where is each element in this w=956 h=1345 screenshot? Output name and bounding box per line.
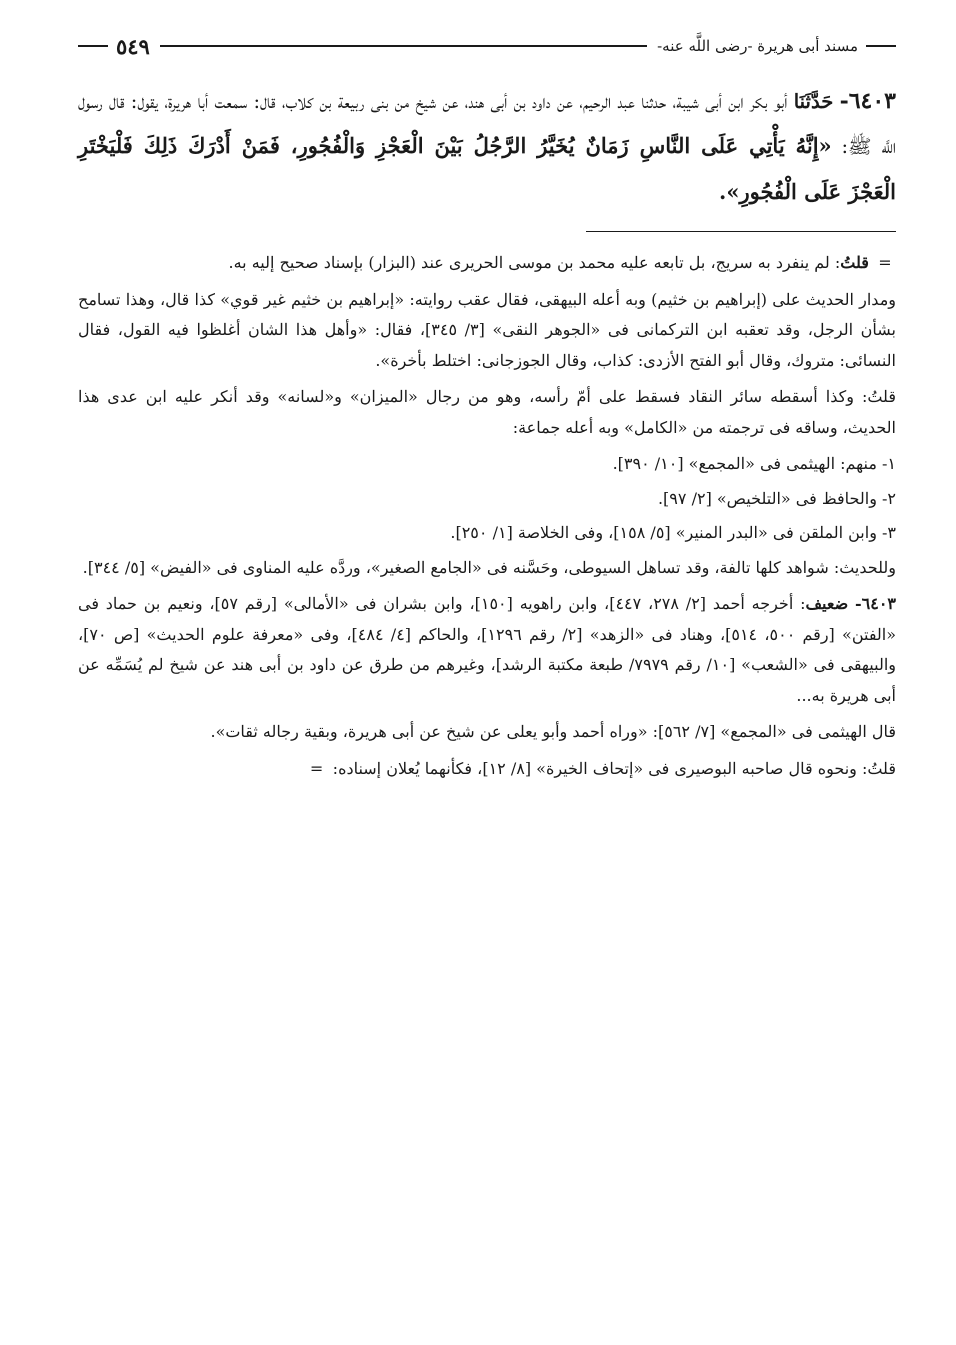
footnote-paragraph-6 xyxy=(78,717,896,748)
footnote-divider xyxy=(586,231,896,232)
footnote-paragraph-3 xyxy=(78,382,896,443)
hadith-lead-word: حَدَّثَنَا xyxy=(793,90,834,113)
footnote-text: ومدار الحديث على (إبراهيم بن خثيم) وبه أعله البيهقى، فقال عقب روايته: «إبراهيم بن خثيم غير قوي» كذا قال، وهذا تسامح بشأن الرجل، وقد تعقبه ابن التركمانى فى «الجوهر النقى» [٣/ ٣٤٥]، فقال: «وأهل هذا الشان أغلظوا فيه القول، فقال النسائى: متروك، وقال أبو الفتح الأزدى: كذاب، وقال الجوزجانى: اختلط بأخرة». xyxy=(78,289,897,370)
footnote-paragraph-1 xyxy=(78,248,896,279)
continuation-marker-start: = xyxy=(878,253,892,272)
footnote-text: : وكذا أسقطه سائر النقاد فسقط على أمّ رأسه، وهو من رجال «الميزان» و«لسانه» وقد أنكر عليه ابن عدى هذا الحديث، وساقه فى ترجمته من «الكامل» وبه أعله جماعة: xyxy=(78,387,896,437)
hadith-matn: «إِنَّهُ يَأْتِي عَلَى النَّاسِ زَمَانٌ يُخَيَّرُ الرَّجُلُ بَيْنَ الْعَجْزِ وَالْفُجُورِ، فَمَنْ أَدْرَكَ ذَلِكَ فَلْيَخْتَرِ الْعَجْزَ عَلَى الْفُجُورِ». xyxy=(78,133,896,204)
footnotes xyxy=(78,248,896,784)
footnote-text: وللحديث: شواهد كلها تالفة، وقد تساهل السيوطى، وحَسَّنه فى «الجامع الصغير»، وردَّه عليه المناوى فى «الفيض» [٥/ ٣٤٤]. xyxy=(82,557,896,577)
header-dash-left xyxy=(78,45,108,47)
footnote-text: قال الهيثمى فى «المجمع» [٧/ ٥٦٢]: «وراه أحمد وأبو يعلى عن شيخ عن أبى هريرة، وبقية رجاله ثقات». xyxy=(210,722,896,741)
footnote-label: قلتُ xyxy=(867,758,896,778)
page-number: ٥٤٩ xyxy=(116,33,150,59)
footnote-list-item: ٢- والحافظ فى «التلخيص» [٢/ ٩٧]. xyxy=(657,488,896,508)
footnote-paragraph-2 xyxy=(78,285,896,377)
footnote-text: : أخرجه أحمد [٢/ ٢٧٨، ٤٤٧]، وابن راهويه [١٥٠]، وابن بشران فى «الأمالى» [رقم ٥٧]، ونعيم بن حماد فى «الفتن» [رقم ٥٠٠، ٥١٤]، وهناد فى «الزهد» [٢/ رقم ١٢٩٦]، والحاكم [٤/ ٤٨٤]، وفى «معرفة علوم الحديث» [ص ٧٠]، والبيهقى فى «الشعب» [١٠/ رقم ٧٩٧٩/ طبعة مكتبة الرشد]، وغيرهم من طرق عن داود بن أبى هند عن شيخ لم يُسَمِّه عن أبى هريرة به... xyxy=(78,594,897,705)
hadith-isnad: أبو بكر ابن أبى شيبة، حدثنا عبد الرحيم، عن داود بن أبى هند، عن شيخ من بنى ربيعة بن كلاب، قال: سمعت أبا هريرة، يقول: قال رسول اللَّه ﷺ: xyxy=(78,90,897,158)
footnote-label: قلتُ xyxy=(867,387,896,406)
footnote-paragraph-4 xyxy=(78,553,896,584)
header-rule xyxy=(160,45,647,47)
page-header xyxy=(78,26,896,66)
continuation-marker-end: = xyxy=(309,758,324,778)
footnote-label: قلتُ xyxy=(840,253,869,272)
footnote-paragraph-5 xyxy=(78,589,896,711)
grade-label: ضعيف xyxy=(805,594,849,613)
footnote-paragraph-7 xyxy=(78,754,896,785)
footnote-list-item: ١- منهم: الهيثمى فى «المجمع» [١٠/ ٣٩٠]. xyxy=(612,454,896,473)
hadith-text xyxy=(78,80,896,215)
running-title: مسند أبى هريرة -رضى اللَّه عنه- xyxy=(657,37,858,55)
page xyxy=(78,26,896,1326)
footnote-text: : ونحوه قال صاحبه البوصيرى فى «إتحاف الخيرة» [٨/ ١٢]، فكأنهما يُعلان إسناده: xyxy=(332,758,868,778)
takhrij-number: ٦٤٠٣- xyxy=(854,594,896,613)
footnote-list-item: ٣- وابن الملقن فى «البدر المنير» [٥/ ١٥٨]، وفى الخلاصة [١/ ٢٥٠]. xyxy=(450,523,896,542)
header-dash-right xyxy=(866,45,896,47)
hadith-number: ٦٤٠٣- xyxy=(839,88,896,114)
footnote-text: : لم ينفرد به سريج، بل تابعه عليه محمد بن موسى الحريرى عند (البزار) بإسناد صحيح إليه به. xyxy=(228,253,841,272)
